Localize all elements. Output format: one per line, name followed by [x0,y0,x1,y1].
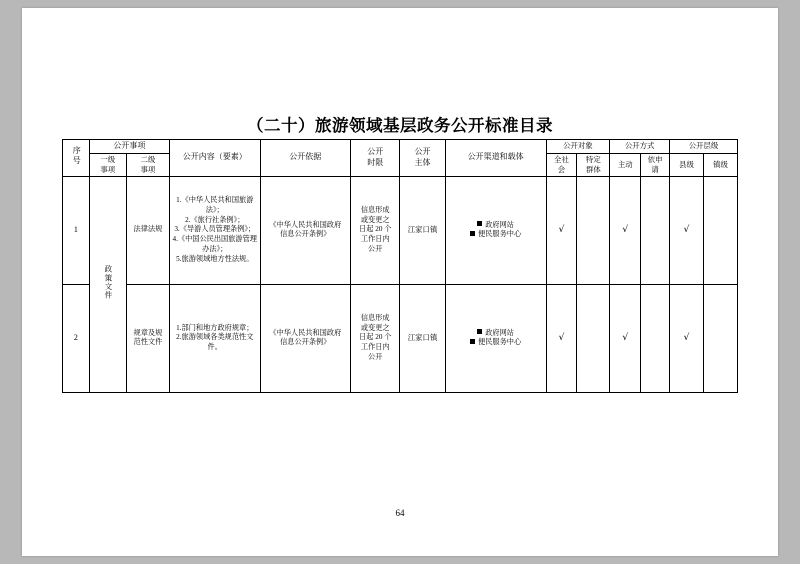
row-subject: 江家口镇 [400,176,445,284]
table-row [63,284,738,392]
header-level-town: 镇级 [703,153,737,176]
header-level1: 一级 事项 [89,153,126,176]
header-audience-all: 全社 会 [546,153,577,176]
header-time-limit: 公开 时限 [351,140,400,177]
header-basis: 公开依据 [260,140,351,177]
row-subject: 江家口镇 [400,284,445,392]
row-level-county: √ [669,176,703,284]
row-method-active: √ [610,284,641,392]
header-public-items: 公开事项 [89,140,169,154]
row-method-active: √ [610,176,641,284]
row-channel: 政府网站 便民服务中心 [445,284,546,392]
row-level-town [703,284,737,392]
row-level2: 法律法规 [126,176,169,284]
row-basis: 《中华人民共和国政府 信息公开条例》 [260,176,351,284]
row-time-limit: 信息形成 或变更之 日起 20 个 工作日内 公开 [351,176,400,284]
page-number: 64 [395,508,405,518]
table-header-row-1 [63,140,738,154]
header-seq: 序号 [63,140,90,177]
table-row [63,176,738,284]
row-basis: 《中华人民共和国政府 信息公开条例》 [260,284,351,392]
row-seq: 1 [63,176,90,284]
header-method-active: 主动 [610,153,641,176]
row-method-request [641,284,670,392]
row-content: 1.部门和地方政府规章； 2.旅游领域各类规范性文件。 [169,284,260,392]
row-seq: 2 [63,284,90,392]
row-audience-specific [577,176,610,284]
document-page [22,8,778,556]
row-level-town [703,176,737,284]
row-level-county: √ [669,284,703,392]
bullet-icon [477,221,482,226]
header-audience-specific: 特定 群体 [577,153,610,176]
header-method-request: 依申 请 [641,153,670,176]
row-level2: 规章及规 范性文件 [126,284,169,392]
row-content: 1.《中华人民共和国旅游法》； 2.《旅行社条例》； 3.《导游人员管理条例》； 4.《中国公民出国旅游管理办法》； 5.旅游领域地方性法规。 [169,176,260,284]
header-subject: 公开 主体 [400,140,445,177]
row-channel: 政府网站 便民服务中心 [445,176,546,284]
standard-catalog-table [62,139,738,393]
page-title: （二十）旅游领域基层政务公开标准目录 [247,116,553,135]
header-level2: 二级 事项 [126,153,169,176]
row-audience-specific [577,284,610,392]
row-level1: 政策文件 [89,176,126,392]
bullet-icon [477,329,482,334]
header-method: 公开方式 [610,140,670,154]
row-audience-all: √ [546,284,577,392]
header-channel: 公开渠道和载体 [445,140,546,177]
header-level: 公开层级 [669,140,737,154]
bullet-icon [470,339,475,344]
row-time-limit: 信息形成 或变更之 日起 20 个 工作日内 公开 [351,284,400,392]
bullet-icon [470,231,475,236]
header-audience: 公开对象 [546,140,610,154]
row-audience-all: √ [546,176,577,284]
header-content: 公开内容（要素） [169,140,260,177]
row-method-request [641,176,670,284]
header-level-county: 县级 [669,153,703,176]
